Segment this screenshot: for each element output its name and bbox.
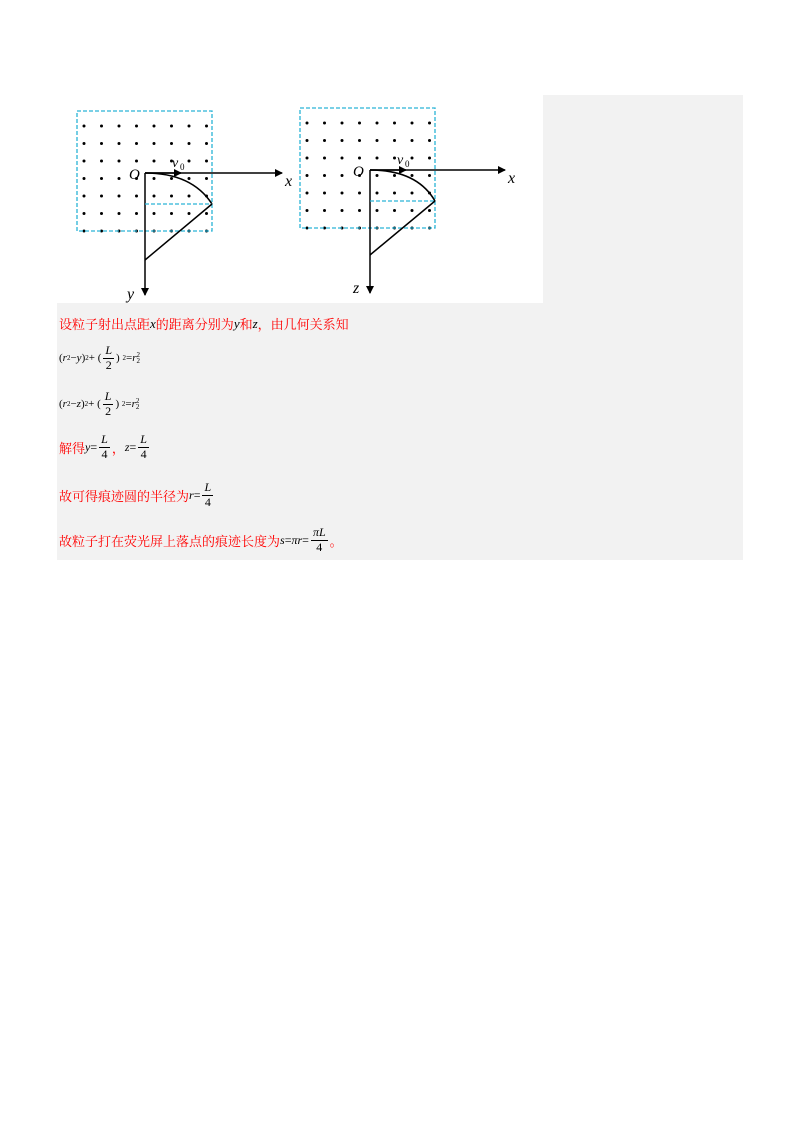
eq1-fraction <box>103 344 114 373</box>
field-left-dot <box>188 142 191 145</box>
eq2-r-sub: 2 <box>66 400 71 409</box>
field-right-dot <box>306 192 309 195</box>
solve-eq2: = <box>129 439 137 454</box>
solve-fraction-z <box>138 433 149 462</box>
origin-label-right: O <box>353 164 364 180</box>
field-right-dot <box>393 157 396 160</box>
eq2-eq: = <box>125 398 132 411</box>
field-left-dot <box>188 160 191 163</box>
field-left-dot <box>118 142 121 145</box>
field-right-dot <box>323 174 326 177</box>
eq2-num: L <box>104 389 112 403</box>
field-right-dot <box>393 122 396 125</box>
field-right-dot <box>306 174 309 177</box>
field-right-dot <box>341 209 344 212</box>
field-left-dot <box>170 125 173 128</box>
line1-post: ，由几何关系知 <box>257 318 349 333</box>
radius-fraction <box>202 481 213 510</box>
field-right-dot <box>411 174 414 177</box>
eq1-den: 2 <box>105 357 112 372</box>
length-pi-r: πr <box>291 532 303 547</box>
field-left-dot <box>135 195 138 198</box>
field-left-dot <box>153 125 156 128</box>
field-right-dot <box>323 139 326 142</box>
length-label: 故粒子打在荧光屏上落点的痕迹长度为 <box>59 534 281 550</box>
field-left-dot <box>100 125 103 128</box>
eq1-close: ) <box>81 352 86 365</box>
field-left-dot <box>188 212 191 215</box>
figure-svg <box>57 95 543 303</box>
eq1-num: L <box>105 343 113 357</box>
eq2-close2: ) <box>115 398 120 411</box>
text-line-1 <box>59 314 349 333</box>
field-right-dot <box>341 174 344 177</box>
eq1-eq: = <box>125 352 133 365</box>
field-right-dot <box>323 209 326 212</box>
field-left-dot <box>83 125 86 128</box>
radius-label: 故可得痕迹圆的半径为 <box>59 489 190 505</box>
field-right-dot <box>376 174 379 177</box>
eq1-rhs-sub: 2 <box>136 357 140 366</box>
eq2-sq2: 2 <box>121 400 126 409</box>
field-left-dot <box>83 142 86 145</box>
field-left-dot <box>83 195 86 198</box>
field-right-dot <box>323 157 326 160</box>
length-eq2: = <box>302 532 309 547</box>
field-left-dot <box>83 160 86 163</box>
length-num: πL <box>312 525 326 539</box>
eq1-rhs: r <box>132 352 137 365</box>
field-right-dot <box>323 122 326 125</box>
field-right-dot <box>428 174 431 177</box>
field-left-dot <box>118 125 121 128</box>
velocity-sub-left: 0 <box>180 162 185 172</box>
field-left-dot <box>118 195 121 198</box>
line1-and: 和 <box>239 318 253 333</box>
origin-label-left: O <box>129 167 140 183</box>
field-left-dot <box>170 195 173 198</box>
trajectory-arc-right <box>370 170 435 201</box>
field-right-dot <box>428 209 431 212</box>
eq1-r-sub: 2 <box>66 354 71 363</box>
field-right-dot <box>306 157 309 160</box>
eq2-close: ) <box>80 398 85 411</box>
field-right-dot <box>411 209 414 212</box>
field-right-dot <box>376 192 379 195</box>
x-axis-label-right: x <box>508 170 516 187</box>
field-right-dot <box>376 157 379 160</box>
field-left-dot <box>205 212 208 215</box>
field-left-dot <box>170 142 173 145</box>
solve-y: y <box>85 439 91 454</box>
solve-label: 解得 <box>59 441 86 457</box>
field-right-dot <box>306 122 309 125</box>
radius-eq: = <box>193 487 201 502</box>
field-left-dot <box>170 177 173 180</box>
eq1-close2: ) <box>116 352 120 365</box>
field-right-dot <box>358 139 361 142</box>
eq2-var: z <box>76 398 81 411</box>
length-eq1: = <box>284 532 292 547</box>
field-left-dot <box>83 177 86 180</box>
eq1-minus: − <box>70 352 77 365</box>
solve-line <box>59 433 151 462</box>
field-right-dot <box>411 122 414 125</box>
field-right-dot <box>393 209 396 212</box>
field-right-dot <box>428 122 431 125</box>
solve-z: z <box>124 439 130 454</box>
solve-num2: L <box>140 432 147 446</box>
field-left-dot <box>100 212 103 215</box>
field-left-dot <box>153 160 156 163</box>
field-left-dot <box>100 195 103 198</box>
field-left-dot <box>135 212 138 215</box>
field-left-dot <box>100 160 103 163</box>
solve-den2: 4 <box>140 446 147 461</box>
field-right-dot <box>358 192 361 195</box>
radius-den: 4 <box>204 494 211 509</box>
eq2-sq: 2 <box>84 400 89 409</box>
field-right-dot <box>393 192 396 195</box>
field-right-dot <box>341 157 344 160</box>
field-left-dot <box>135 142 138 145</box>
eq2-den: 2 <box>105 403 112 418</box>
field-right-dot <box>411 157 414 160</box>
length-end: 。 <box>329 534 343 550</box>
field-right-dot <box>393 139 396 142</box>
velocity-label-left: v <box>172 156 179 171</box>
length-den: 4 <box>316 539 323 554</box>
var-y: y <box>233 315 240 331</box>
field-right-dot <box>376 122 379 125</box>
field-left-dot <box>153 212 156 215</box>
z-axis-label-right: z <box>353 280 360 297</box>
eq1-sq2: 2 <box>122 354 126 363</box>
x-axis-label-left: x <box>285 173 293 190</box>
field-right-dot <box>358 122 361 125</box>
field-right-dot <box>306 209 309 212</box>
trajectory-figure <box>57 95 543 303</box>
field-left-dot <box>135 125 138 128</box>
eq1-plus: + ( <box>88 352 102 365</box>
line1-pre: 设粒子射出点距 <box>59 318 151 333</box>
var-x: x <box>150 315 156 331</box>
eq1-r: r <box>62 352 67 365</box>
field-right-dot <box>358 209 361 212</box>
field-right-dot <box>428 139 431 142</box>
field-left-dot <box>188 177 191 180</box>
field-right-dot <box>341 139 344 142</box>
field-right-dot <box>428 157 431 160</box>
eq2-r: r <box>62 398 67 411</box>
field-right-dot <box>411 139 414 142</box>
field-left-dot <box>100 142 103 145</box>
field-right-dot <box>341 192 344 195</box>
field-left-dot <box>205 125 208 128</box>
eq1-sq: 2 <box>85 354 89 363</box>
var-z: z <box>252 315 258 331</box>
field-left-dot <box>188 195 191 198</box>
field-right-dot <box>306 139 309 142</box>
field-left-dot <box>118 212 121 215</box>
radius-line <box>59 481 215 510</box>
field-left-dot <box>100 177 103 180</box>
eq2-rhs-sub: 2 <box>135 403 140 412</box>
solve-num1: L <box>101 432 108 446</box>
solve-sep: ， <box>111 441 125 457</box>
field-left-dot <box>153 195 156 198</box>
length-line <box>59 526 343 555</box>
field-left-dot <box>205 142 208 145</box>
field-left-dot <box>135 160 138 163</box>
equation-2: ( r 2 − z ) 2 + ( $\frac{L}{2}$ ) 2 = r 2 2 <box>59 389 140 418</box>
field-right-dot <box>323 192 326 195</box>
eq2-fraction <box>103 390 114 419</box>
solve-fraction-y <box>99 433 110 462</box>
solution-block <box>57 95 743 560</box>
field-right-dot <box>341 122 344 125</box>
eq1-rhs-sq: 2 <box>136 351 140 359</box>
field-left-dot <box>153 177 156 180</box>
field-left-dot <box>153 142 156 145</box>
field-left-dot <box>118 160 121 163</box>
solve-eq1: = <box>90 439 98 454</box>
length-fraction <box>311 526 328 555</box>
velocity-label-right: v <box>397 153 404 168</box>
radius-num: L <box>204 480 212 494</box>
field-left-dot <box>188 125 191 128</box>
magnetic-field-dots-right <box>306 122 432 230</box>
solve-den1: 4 <box>101 446 108 461</box>
y-axis-label-left: y <box>127 286 135 303</box>
field-left-dot <box>83 212 86 215</box>
field-left-dot <box>205 177 208 180</box>
eq1-var: y <box>76 352 82 365</box>
field-region-right <box>300 108 435 228</box>
field-right-dot <box>376 139 379 142</box>
line1-mid: 的距离分别为 <box>155 318 234 333</box>
eq2-rhs-sq: 2 <box>135 397 140 405</box>
field-left-dot <box>118 177 121 180</box>
field-right-dot <box>376 209 379 212</box>
eq2-minus: − <box>70 398 77 411</box>
velocity-sub-right: 0 <box>405 159 410 169</box>
field-right-dot <box>358 157 361 160</box>
field-left-dot <box>170 212 173 215</box>
equation-1: ( r 2 − y ) 2 + ( $\frac{L}{2}$ ) 2 = r 2 2 <box>59 343 140 372</box>
radius-r: r <box>189 487 194 502</box>
field-right-dot <box>393 174 396 177</box>
length-s: s <box>280 532 285 547</box>
eq2-plus: + ( <box>88 398 101 411</box>
eq2-rhs: r <box>131 398 136 411</box>
field-left-dot <box>205 160 208 163</box>
field-right-dot <box>411 192 414 195</box>
